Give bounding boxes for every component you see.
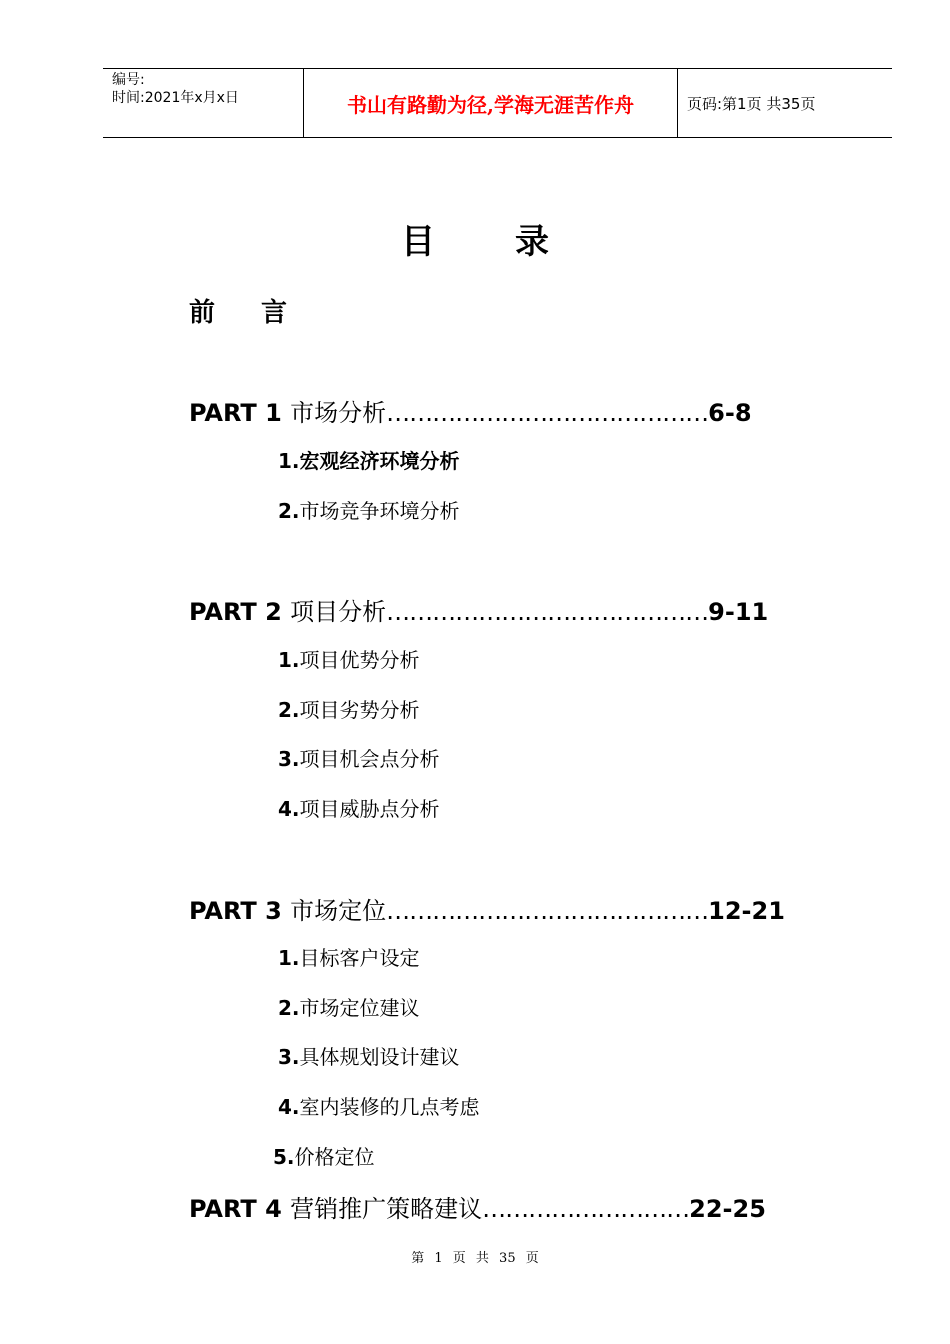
item-number: 3. xyxy=(278,747,300,771)
item-number: 4. xyxy=(278,1095,300,1119)
part-label: PART 4 xyxy=(189,1195,282,1223)
item-text: 目标客户设定 xyxy=(299,946,420,970)
part-label: PART 1 xyxy=(189,399,282,427)
toc-item-2-2[interactable] xyxy=(278,694,420,723)
toc-item-2-4[interactable] xyxy=(278,793,440,822)
toc-title-char-1: 目 xyxy=(401,222,435,262)
part-name: 营销推广策略建议 xyxy=(290,1195,483,1223)
toc-part-4[interactable] xyxy=(189,1189,766,1224)
item-number: 2. xyxy=(278,499,300,523)
toc-item-3-5[interactable] xyxy=(273,1141,375,1170)
time-label: 时间:2021年x月x日 xyxy=(112,90,239,106)
item-text: 具体规划设计建议 xyxy=(299,1045,460,1069)
part-dots: …………………………………… xyxy=(386,399,709,427)
toc-item-1-1[interactable] xyxy=(278,445,460,474)
number-label: 编号: xyxy=(112,72,145,88)
toc-item-2-1[interactable] xyxy=(278,644,420,673)
toc-part-2[interactable] xyxy=(189,592,768,627)
page-header xyxy=(103,68,892,138)
part-name: 市场定位 xyxy=(290,897,387,925)
item-text: 项目优势分析 xyxy=(299,648,420,672)
item-text: 价格定位 xyxy=(294,1145,375,1169)
item-text: 宏观经济环境分析 xyxy=(299,449,460,473)
preface-char-2: 言 xyxy=(261,298,288,328)
item-number: 4. xyxy=(278,797,300,821)
item-number: 2. xyxy=(278,996,300,1020)
item-text: 室内装修的几点考虑 xyxy=(299,1095,480,1119)
part-name: 项目分析 xyxy=(290,598,387,626)
part-dots: …………………………………… xyxy=(386,897,709,925)
toc-item-1-2[interactable] xyxy=(278,495,460,524)
toc-item-3-4[interactable] xyxy=(278,1091,480,1120)
item-number: 1. xyxy=(278,449,300,473)
item-number: 1. xyxy=(278,946,300,970)
item-text: 项目威胁点分析 xyxy=(299,797,440,821)
item-text: 项目劣势分析 xyxy=(299,698,420,722)
part-name: 市场分析 xyxy=(290,399,387,427)
toc-item-3-3[interactable] xyxy=(278,1041,460,1070)
item-text: 市场定位建议 xyxy=(299,996,420,1020)
part-pages: 22-25 xyxy=(689,1195,766,1223)
item-number: 5. xyxy=(273,1145,295,1169)
toc-item-3-2[interactable] xyxy=(278,992,420,1021)
toc-title xyxy=(0,214,950,263)
toc-title-char-2: 录 xyxy=(515,222,549,262)
item-number: 3. xyxy=(278,1045,300,1069)
toc-preface xyxy=(189,292,287,329)
part-label: PART 3 xyxy=(189,897,282,925)
toc-part-1[interactable] xyxy=(189,393,752,428)
item-number: 2. xyxy=(278,698,300,722)
toc-part-3[interactable] xyxy=(189,891,785,926)
part-pages: 9-11 xyxy=(708,598,769,626)
preface-char-1: 前 xyxy=(189,298,216,328)
part-label: PART 2 xyxy=(189,598,282,626)
header-page-info: 页码:第1页 共35页 xyxy=(687,94,816,113)
header-motto: 书山有路勤为径,学海无涯苦作舟 xyxy=(304,69,678,137)
toc-item-3-1[interactable] xyxy=(278,942,420,971)
page-footer: 第 1 页 共 35 页 xyxy=(411,1251,539,1266)
part-dots: ……………………… xyxy=(482,1195,690,1223)
header-meta xyxy=(103,69,304,137)
item-text: 市场竞争环境分析 xyxy=(299,499,460,523)
part-dots: …………………………………… xyxy=(386,598,709,626)
item-number: 1. xyxy=(278,648,300,672)
part-pages: 6-8 xyxy=(708,399,752,427)
item-text: 项目机会点分析 xyxy=(299,747,440,771)
part-pages: 12-21 xyxy=(708,897,785,925)
toc-item-2-3[interactable] xyxy=(278,743,440,772)
